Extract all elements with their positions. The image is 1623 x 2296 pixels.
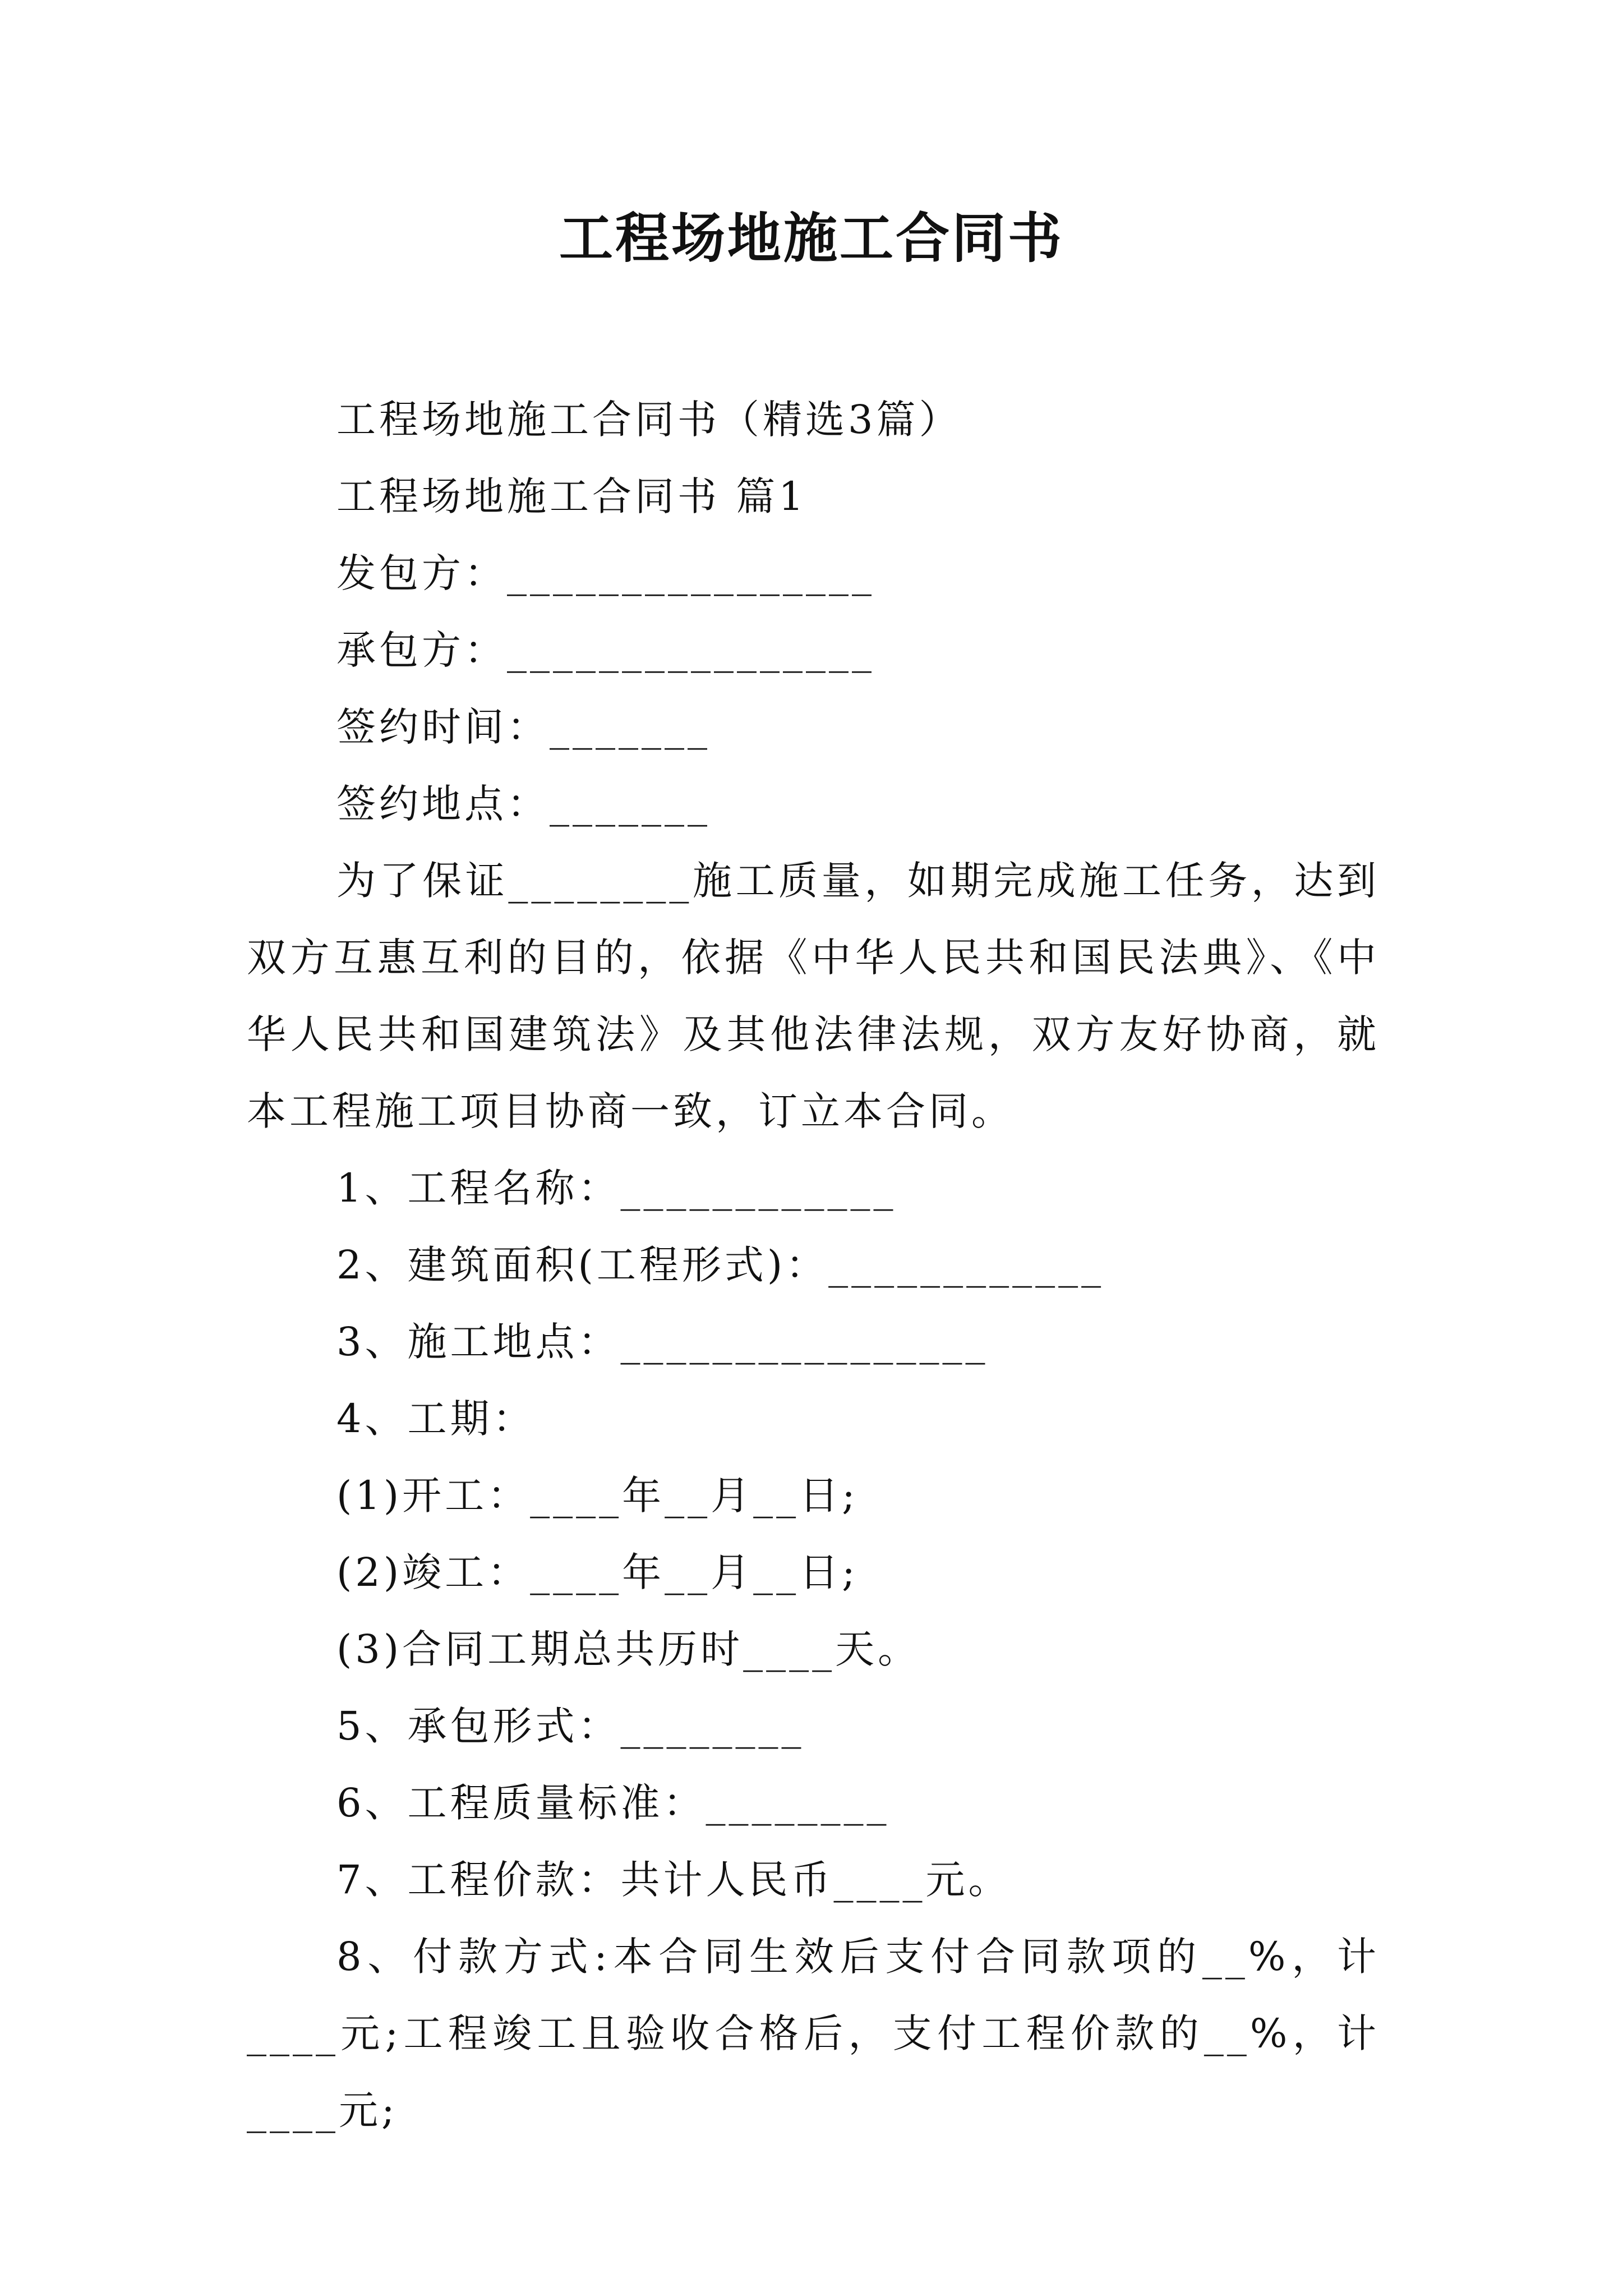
clause-building-area: 2、建筑面积(工程形式)：____________ [336,1242,1105,1288]
party-a-line: 发包方：________________ [336,550,875,596]
clause-completion-date: (2)竣工：____年__月__日; [336,1549,859,1595]
document-title: 工程场地施工合同书 [559,206,1064,270]
clause-total-days: (3)合同工期总共历时____天。 [336,1626,921,1672]
section-heading: 工程场地施工合同书 篇1 [336,473,807,519]
clause-quality-standard: 6、工程质量标准：________ [336,1780,890,1826]
clause-payment-method: 8、付款方式:本合同生效后支付合同款项的__%，计____元;工程竣工且验收合格后，支付工程价款的__%，计____元; [247,1934,1380,2133]
clause-site-location: 3、施工地点：________________ [336,1319,989,1365]
signing-place-line: 签约地点：_______ [336,781,711,827]
clause-contract-form: 5、承包形式：________ [336,1703,805,1749]
clause-project-name: 1、工程名称：____________ [336,1165,897,1211]
preamble-paragraph: 为了保证________施工质量，如期完成施工任务，达到双方互惠互利的目的，依据《中华人民共和国民法典》、《中华人民共和国建筑法》及其他法律法规，双方友好协商，就本工程施工项目协商一致，订立本合同。 [247,858,1380,1134]
clause-project-price: 7、工程价款：共计人民币____元。 [336,1857,1011,1903]
clause-start-date: (1)开工：____年__月__日; [336,1473,859,1519]
signing-time-line: 签约时间：_______ [336,704,711,750]
subtitle-line: 工程场地施工合同书（精选3篇） [336,397,962,443]
document-body [247,381,1380,2149]
clause-duration: 4、工期： [336,1396,536,1442]
party-b-line: 承包方：________________ [336,627,875,673]
